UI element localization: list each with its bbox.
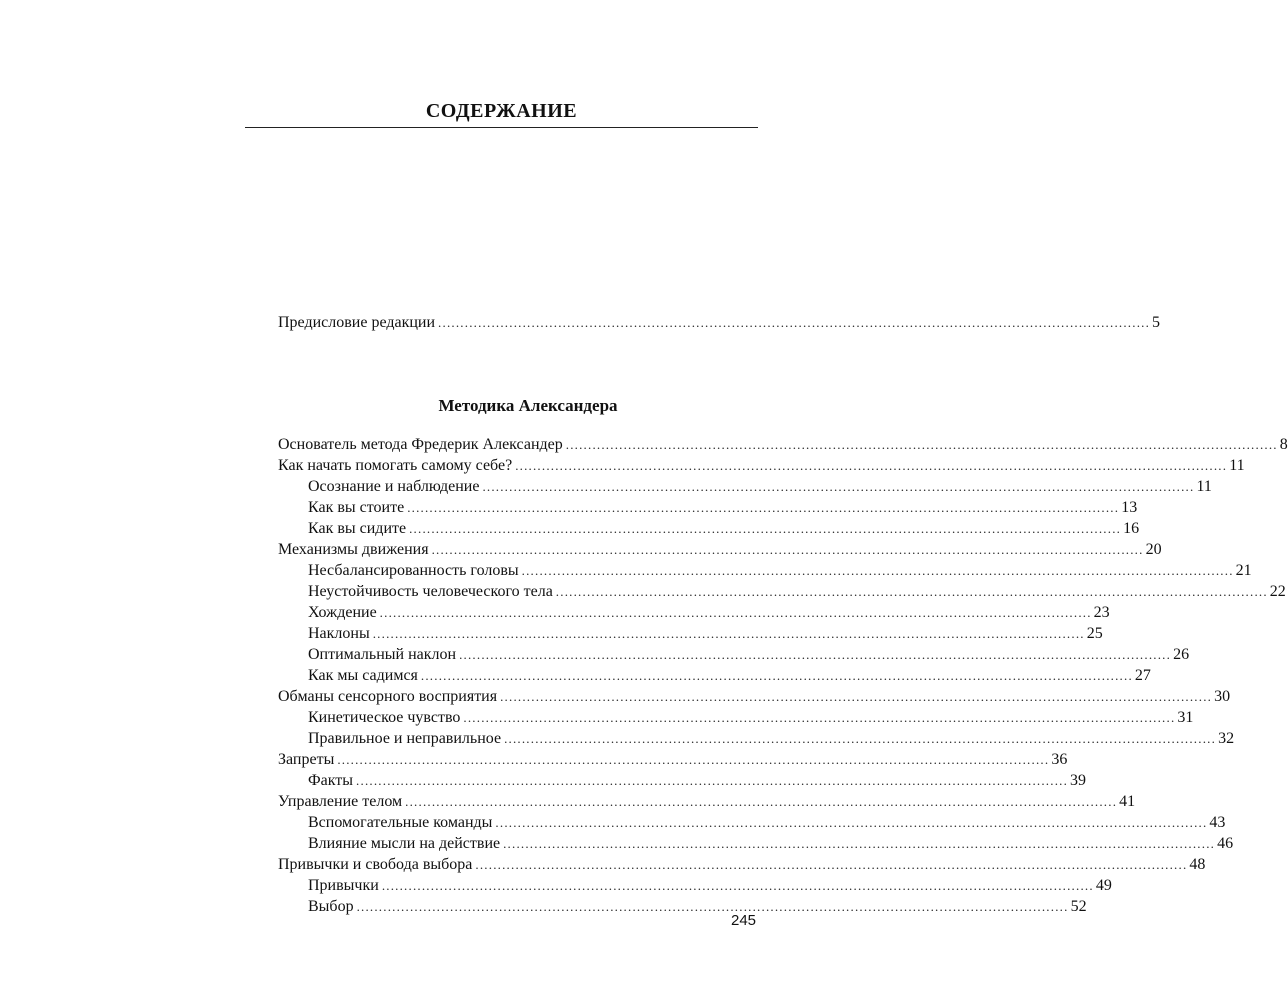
toc-dot-leader: ................................................................................................................................................................ — [521, 563, 1234, 578]
toc-subentry — [308, 896, 1087, 918]
toc-subentry — [308, 581, 1286, 603]
toc-subentry — [308, 770, 1087, 792]
toc-entry-label: Обманы сенсорного восприятия — [278, 688, 498, 705]
toc-entry-label: Управление телом — [278, 793, 403, 810]
toc-dot-leader: ................................................................................................................................................................ — [482, 479, 1195, 494]
toc-dot-leader: ................................................................................................................................................................ — [420, 668, 1133, 683]
toc-dot-leader: ................................................................................................................................................................ — [405, 794, 1118, 809]
toc-subentry — [308, 518, 1140, 540]
toc-entry-label: Предисловие редакции — [278, 314, 436, 331]
toc-entry — [278, 749, 1068, 771]
toc-entry-label: Привычки и свобода выбора — [278, 856, 473, 873]
toc-dot-leader: ................................................................................................................................................................ — [515, 458, 1228, 473]
toc-dot-leader: ................................................................................................................................................................ — [565, 437, 1278, 452]
toc-entry-page: 26 — [1173, 646, 1190, 663]
toc-entry-page: 43 — [1209, 814, 1226, 831]
toc-entry-label: Кинетическое чувство — [308, 709, 461, 726]
toc-entry-label: Запреты — [278, 751, 335, 768]
toc-entry — [278, 539, 1162, 561]
toc-entry — [278, 686, 1231, 708]
toc-entry-page: 8 — [1279, 436, 1288, 453]
toc-dot-leader: ................................................................................................................................................................ — [555, 584, 1268, 599]
toc-dot-leader: ................................................................................................................................................................ — [475, 857, 1188, 872]
toc-entry-page: 39 — [1070, 772, 1087, 789]
page-title: СОДЕРЖАНИЕ — [425, 100, 578, 122]
toc-entry-label: Механизмы движения — [278, 541, 429, 558]
toc-entry-label: Факты — [308, 772, 354, 789]
toc-entry-page: 52 — [1070, 898, 1087, 915]
toc-entry-page: 41 — [1119, 793, 1136, 810]
toc-entry-label: Основатель метода Фредерик Александер — [278, 436, 563, 453]
toc-subentry — [308, 728, 1235, 750]
toc-dot-leader: ................................................................................................................................................................ — [431, 542, 1144, 557]
toc-entry-label: Как мы садимся — [308, 667, 418, 684]
toc-entry-page: 48 — [1189, 856, 1206, 873]
toc-entry — [278, 791, 1136, 813]
toc-entry-label: Как начать помогать самому себе? — [278, 457, 513, 474]
page-number: 245 — [731, 912, 757, 929]
toc-dot-leader: ................................................................................................................................................................ — [459, 647, 1172, 662]
toc-subentry — [308, 665, 1151, 687]
toc-entry-label: Несбалансированность головы — [308, 562, 519, 579]
toc-dot-leader: ................................................................................................................................................................ — [503, 836, 1216, 851]
toc-subentry — [308, 497, 1138, 519]
toc-dot-leader: ................................................................................................................................................................ — [495, 815, 1208, 830]
toc-entry-page: 20 — [1145, 541, 1162, 558]
toc-entry-label: Правильное и неправильное — [308, 730, 502, 747]
toc-dot-leader: ................................................................................................................................................................ — [407, 500, 1120, 515]
toc-subentry — [308, 644, 1190, 666]
toc-entry-page: 11 — [1196, 478, 1212, 495]
toc-subentry — [308, 560, 1252, 582]
toc-dot-leader: ................................................................................................................................................................ — [500, 689, 1213, 704]
toc-entry — [278, 434, 1288, 456]
toc-dot-leader: ................................................................................................................................................................ — [463, 710, 1176, 725]
toc-entry-label: Неустойчивость человеческого тела — [308, 583, 553, 600]
toc-subentry — [308, 875, 1112, 897]
toc-entry-label: Влияние мысли на действие — [308, 835, 501, 852]
toc-entry-page: 30 — [1214, 688, 1231, 705]
toc-dot-leader: ................................................................................................................................................................ — [372, 626, 1085, 641]
toc-dot-leader: ................................................................................................................................................................ — [337, 752, 1050, 767]
toc-entry-label: Осознание и наблюдение — [308, 478, 480, 495]
toc-entry-page: 27 — [1134, 667, 1151, 684]
toc-entry-page: 5 — [1152, 314, 1161, 331]
toc-subentry — [308, 812, 1226, 834]
section-heading: Методика Александера — [438, 396, 618, 415]
toc-entry-page: 21 — [1235, 562, 1252, 579]
toc-entry-page: 25 — [1086, 625, 1103, 642]
toc-entry-page: 46 — [1217, 835, 1234, 852]
toc-dot-leader: ................................................................................................................................................................ — [409, 521, 1122, 536]
toc-subentry — [308, 833, 1234, 855]
toc-entry-page: 11 — [1229, 457, 1245, 474]
toc-entry-page: 16 — [1123, 520, 1140, 537]
toc-entry-page: 23 — [1093, 604, 1110, 621]
toc-entry-page: 49 — [1095, 877, 1112, 894]
title-divider — [245, 127, 758, 128]
toc-subentry — [308, 623, 1103, 645]
toc-entry-page: 31 — [1177, 709, 1194, 726]
toc-entry-label: Оптимальный наклон — [308, 646, 457, 663]
toc-entry-page: 22 — [1269, 583, 1286, 600]
toc-subentry — [308, 476, 1212, 498]
toc-dot-leader: ................................................................................................................................................................ — [356, 773, 1069, 788]
toc-dot-leader: ................................................................................................................................................................ — [438, 315, 1151, 330]
toc-entry — [278, 455, 1245, 477]
toc-entry-label: Хождение — [308, 604, 377, 621]
toc-dot-leader: ................................................................................................................................................................ — [504, 731, 1217, 746]
toc-entry-page: 32 — [1218, 730, 1235, 747]
toc-entry-label: Как вы сидите — [308, 520, 407, 537]
toc-entry-label: Вспомогательные команды — [308, 814, 493, 831]
toc-entry-label: Выбор — [308, 898, 354, 915]
toc-dot-leader: ................................................................................................................................................................ — [379, 605, 1092, 620]
toc-subentry — [308, 707, 1194, 729]
toc-entry — [278, 854, 1206, 876]
toc-subentry — [308, 602, 1110, 624]
toc-entry-page: 13 — [1121, 499, 1138, 516]
toc-entry-label: Привычки — [308, 877, 379, 894]
toc-entry-label: Как вы стоите — [308, 499, 405, 516]
toc-entry-page: 36 — [1051, 751, 1068, 768]
toc-dot-leader: ................................................................................................................................................................ — [381, 878, 1094, 893]
toc-dot-leader: ................................................................................................................................................................ — [356, 899, 1069, 914]
toc-entry-preface — [278, 312, 1161, 334]
toc-entry-label: Наклоны — [308, 625, 370, 642]
